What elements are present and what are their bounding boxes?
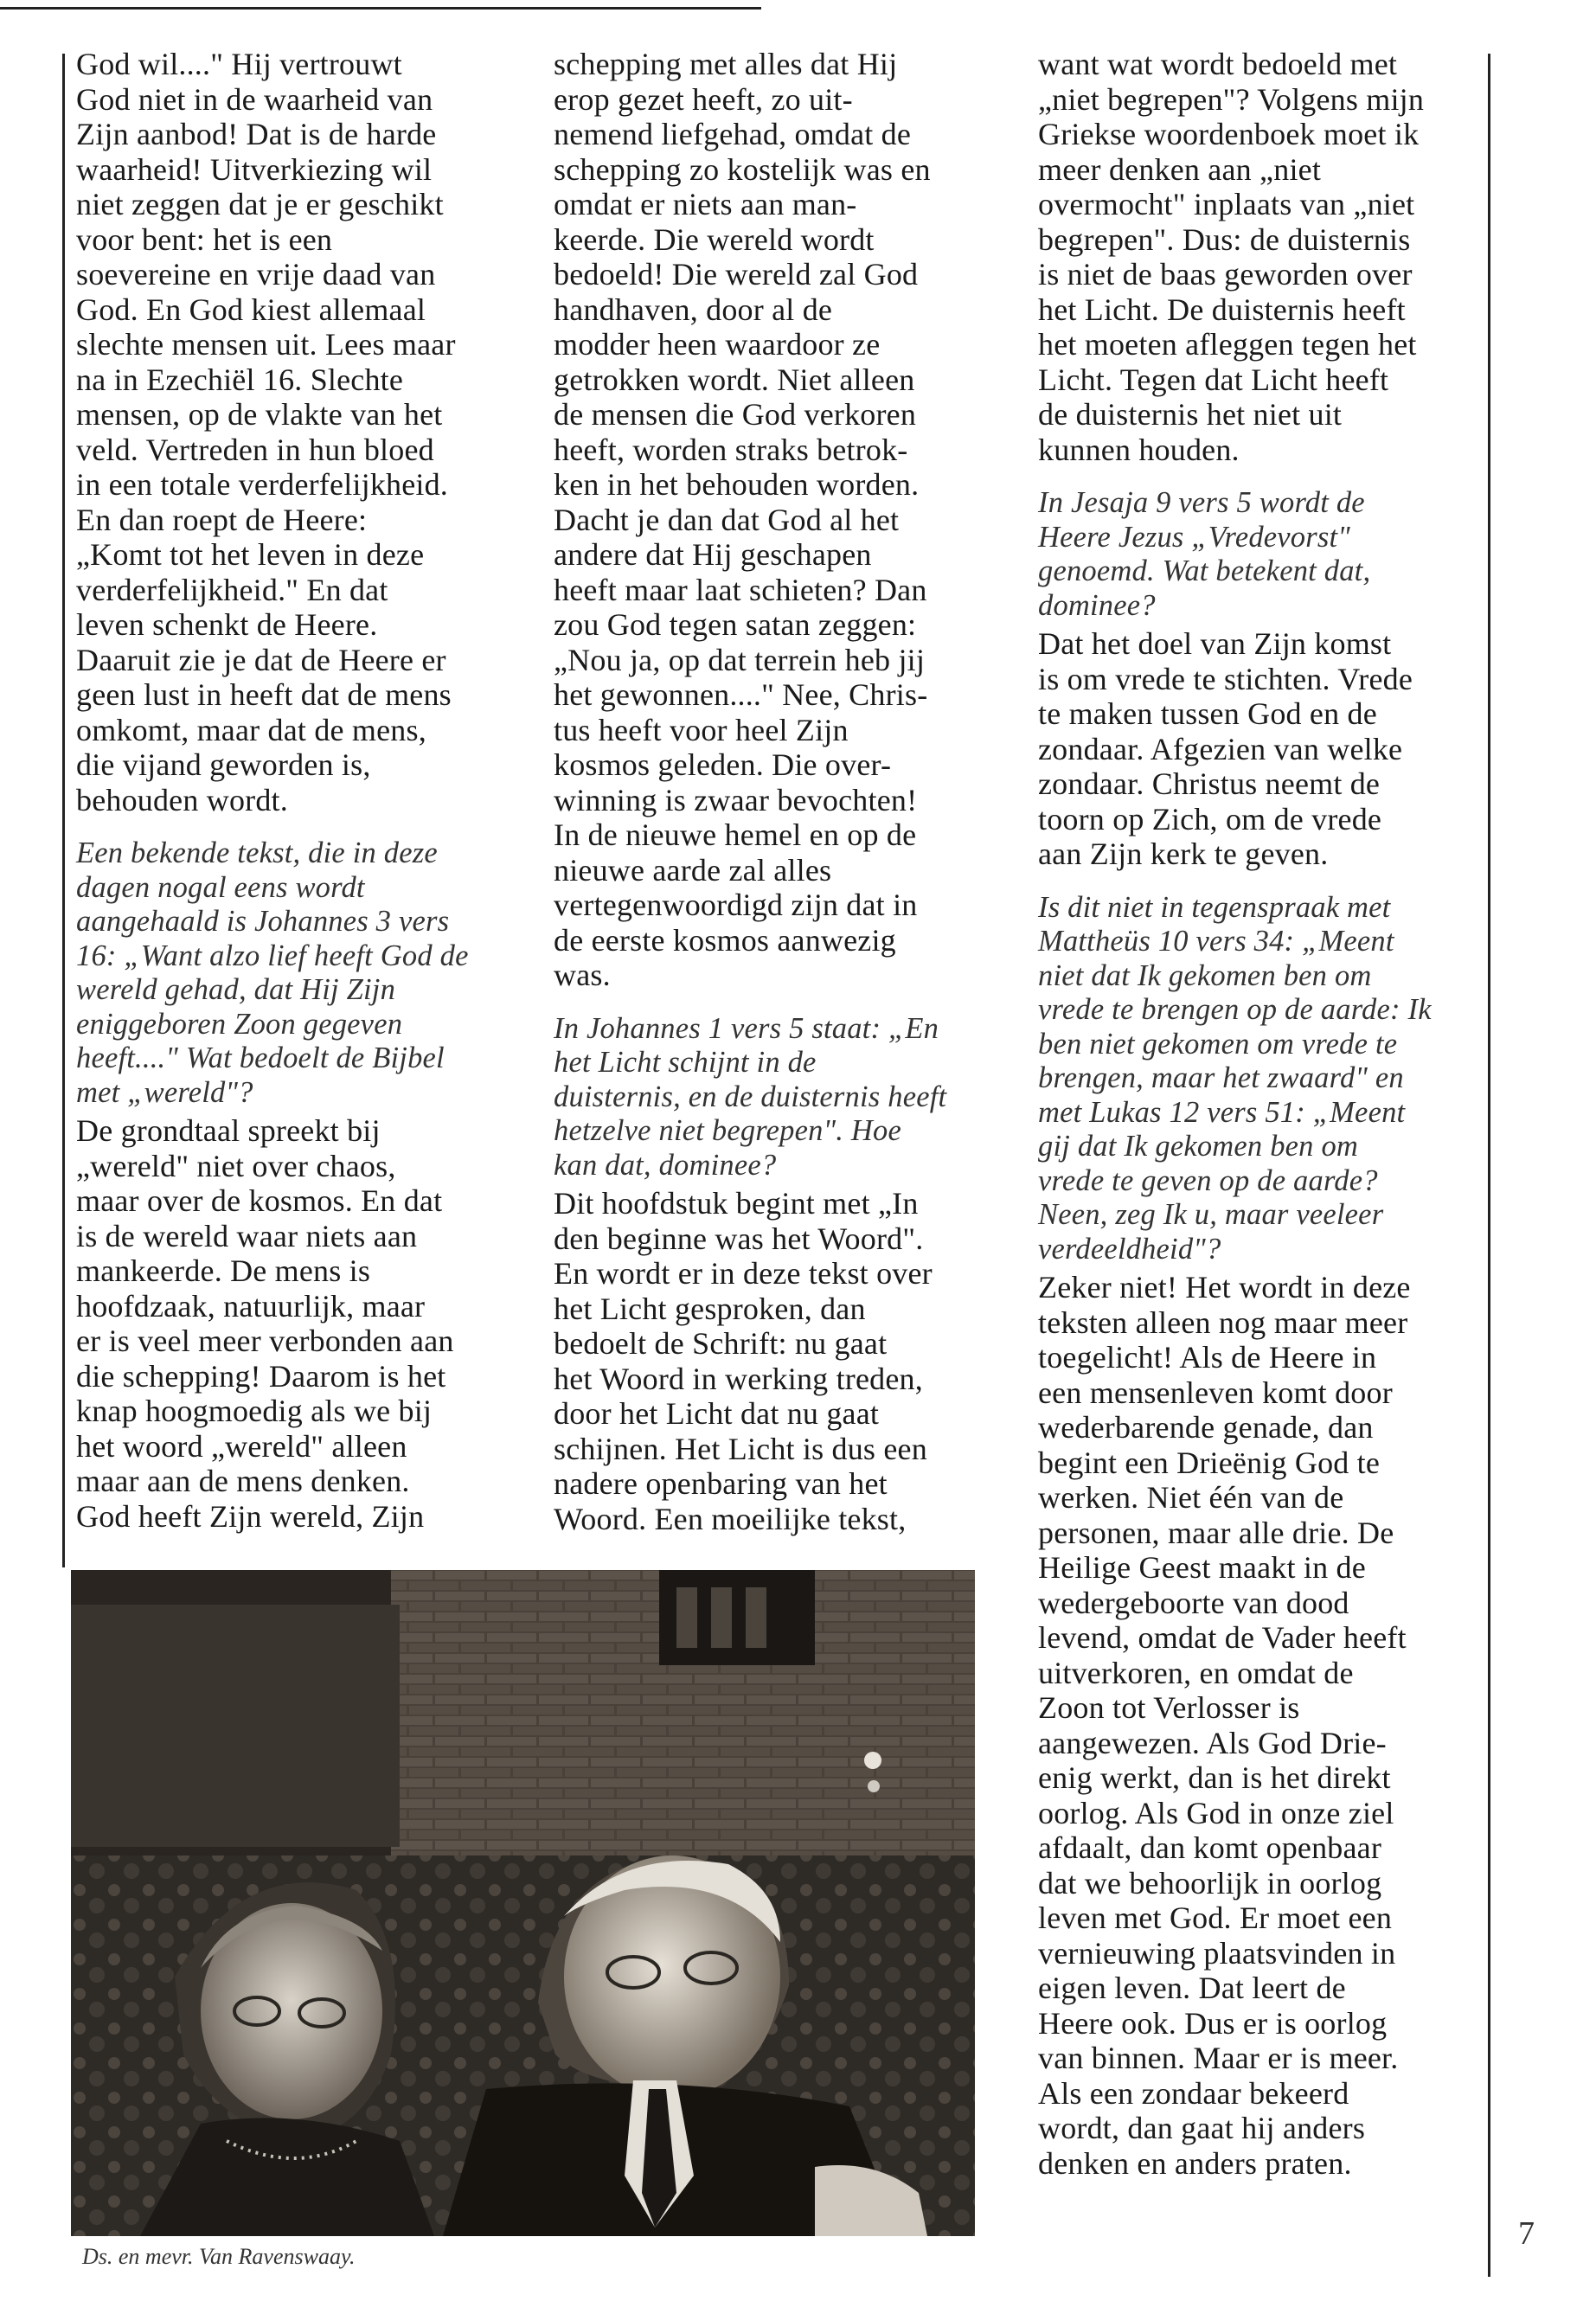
interview-answer: Dat het doel van Zijn komst is om vrede te stichten. Vrede te maken tussen God en de zondaar. Afgezien van welke zondaar. Christus neemt de toorn op Zich, om de vrede aan Zijn kerk te geven.	[1038, 626, 1413, 871]
top-rule	[0, 7, 761, 10]
photo-couple	[71, 1570, 975, 2236]
interview-answer: Dit hoofdstuk begint met „In den beginne was het Woord". En wordt er in deze tekst over het Licht gesproken, dan bedoelt de Schrift: nu gaat het Woord in werking treden, door het Licht dat nu gaat schijnen. Het Licht is dus een nadere openbaring van het Woord. Een moeilijke tekst,	[554, 1186, 933, 1536]
photo-caption: Ds. en mevr. Van Ravenswaay.	[82, 2244, 356, 2269]
interview-question: Is dit niet in tegenspraak met Mattheüs 10 vers 34: „Meent niet dat Ik gekomen ben om vrede te brengen op de aarde: Ik ben niet gekomen om vrede te brengen, maar het zwaard" en met Lukas 12 vers 51: „Meent gij dat Ik gekomen ben om vrede te geven op de aarde? Neen, zeg Ik u, maar veeleer verdeeldheid"?	[1038, 890, 1432, 1266]
text-column-1	[76, 47, 543, 1534]
text-column-3	[1038, 47, 1505, 2181]
interview-answer: want wat wordt bedoeld met „niet begrepen"? Volgens mijn Griekse woordenboek moet ik meer denken aan „niet overmocht" inplaats van „niet begrepen". Dus: de duisternis is niet de baas geworden over het Licht. De duisternis heeft het moeten afleggen tegen het Licht. Tegen dat Licht heeft de duisternis het niet uit kunnen houden.	[1038, 47, 1425, 467]
interview-question: Een bekende tekst, die in deze dagen nogal eens wordt aangehaald is Johannes 3 vers 16: „Want alzo lief heeft God de wereld gehad, dat Hij Zijn eniggeboren Zoon gegeven heeft...." Wat bedoelt de Bijbel met „wereld"?	[76, 836, 469, 1109]
interview-answer: De grondtaal spreekt bij „wereld" niet over chaos, maar over de kosmos. En dat is de wereld waar niets aan mankeerde. De mens is hoofdzaak, natuurlijk, maar er is veel meer verbonden aan die schepping! Daarom is het knap hoogmoedig als we bij het woord „wereld" alleen maar aan de mens denken. God heeft Zijn wereld, Zijn	[76, 1113, 454, 1534]
column-rule-left	[62, 54, 65, 1567]
interview-question: In Johannes 1 vers 5 staat: „En het Licht schijnt in de duisternis, en de duisternis heeft hetzelve niet begrepen". Hoe kan dat, dominee?	[554, 1011, 947, 1182]
photo-image	[71, 1570, 975, 2236]
interview-answer: schepping met alles dat Hij erop gezet heeft, zo uit- nemend liefgehad, omdat de schepping zo kostelijk was en omdat er niets aan man- keerde. Die wereld wordt bedoeld! Die wereld zal God handhaven, door al de modder heen waardoor ze getrokken wordt. Niet alleen de mensen die God verkoren heeft, worden straks betrok- ken in het behouden worden. Dacht je dan dat God al het andere dat Hij geschapen heeft maar laat schieten? Dan zou God tegen satan zeggen: „Nou ja, op dat terrein heb jij het gewonnen...." Nee, Chris- tus heeft voor heel Zijn kosmos geleden. Die over- winning is zwaar bevochten! In de nieuwe hemel en op de nieuwe aarde zal alles vertegenwoordigd zijn dat in de eerste kosmos aanwezig was.	[554, 47, 931, 992]
interview-answer: God wil...." Hij vertrouwt God niet in de waarheid van Zijn aanbod! Dat is de harde waarheid! Uitverkiezing wil niet zeggen dat je er geschikt voor bent: het is een soevereine en vrije daad van God. En God kiest allemaal slechte mensen uit. Lees maar na in Ezechiël 16. Slechte mensen, op de vlakte van het veld. Vertreden in hun bloed in een totale verderfelijkheid. En dan roept de Heere: „Komt tot het leven in deze verderfelijkheid." En dat leven schenkt de Heere. Daaruit zie je dat de Heere er geen lust in heeft dat de mens omkomt, maar dat de mens, die vijand geworden is, behouden wordt.	[76, 47, 456, 817]
page-number: 7	[1518, 2215, 1535, 2252]
text-column-2	[554, 47, 1003, 1536]
interview-question: In Jesaja 9 vers 5 wordt de Heere Jezus „Vredevorst" genoemd. Wat betekent dat, dominee?	[1038, 486, 1371, 622]
interview-answer: Zeker niet! Het wordt in deze teksten alleen nog maar meer toegelicht! Als de Heere in een mensenleven komt door wederbarende genade, dan begint een Drieënig God te werken. Niet één van de personen, maar alle drie. De Heilige Geest maakt in de wedergeboorte van dood levend, omdat de Vader heeft uitverkoren, en omdat de Zoon tot Verlosser is aangewezen. Als God Drie- enig werkt, dan is het direkt oorlog. Als God in onze ziel afdaalt, dan komt openbaar dat we behoorlijk in oorlog leven met God. Er moet een vernieuwing plaatsvinden in eigen leven. Dat leert de Heere ook. Dus er is oorlog van binnen. Maar er is meer. Als een zondaar bekeerd wordt, dan gaat hij anders denken en anders praten.	[1038, 1270, 1411, 2181]
